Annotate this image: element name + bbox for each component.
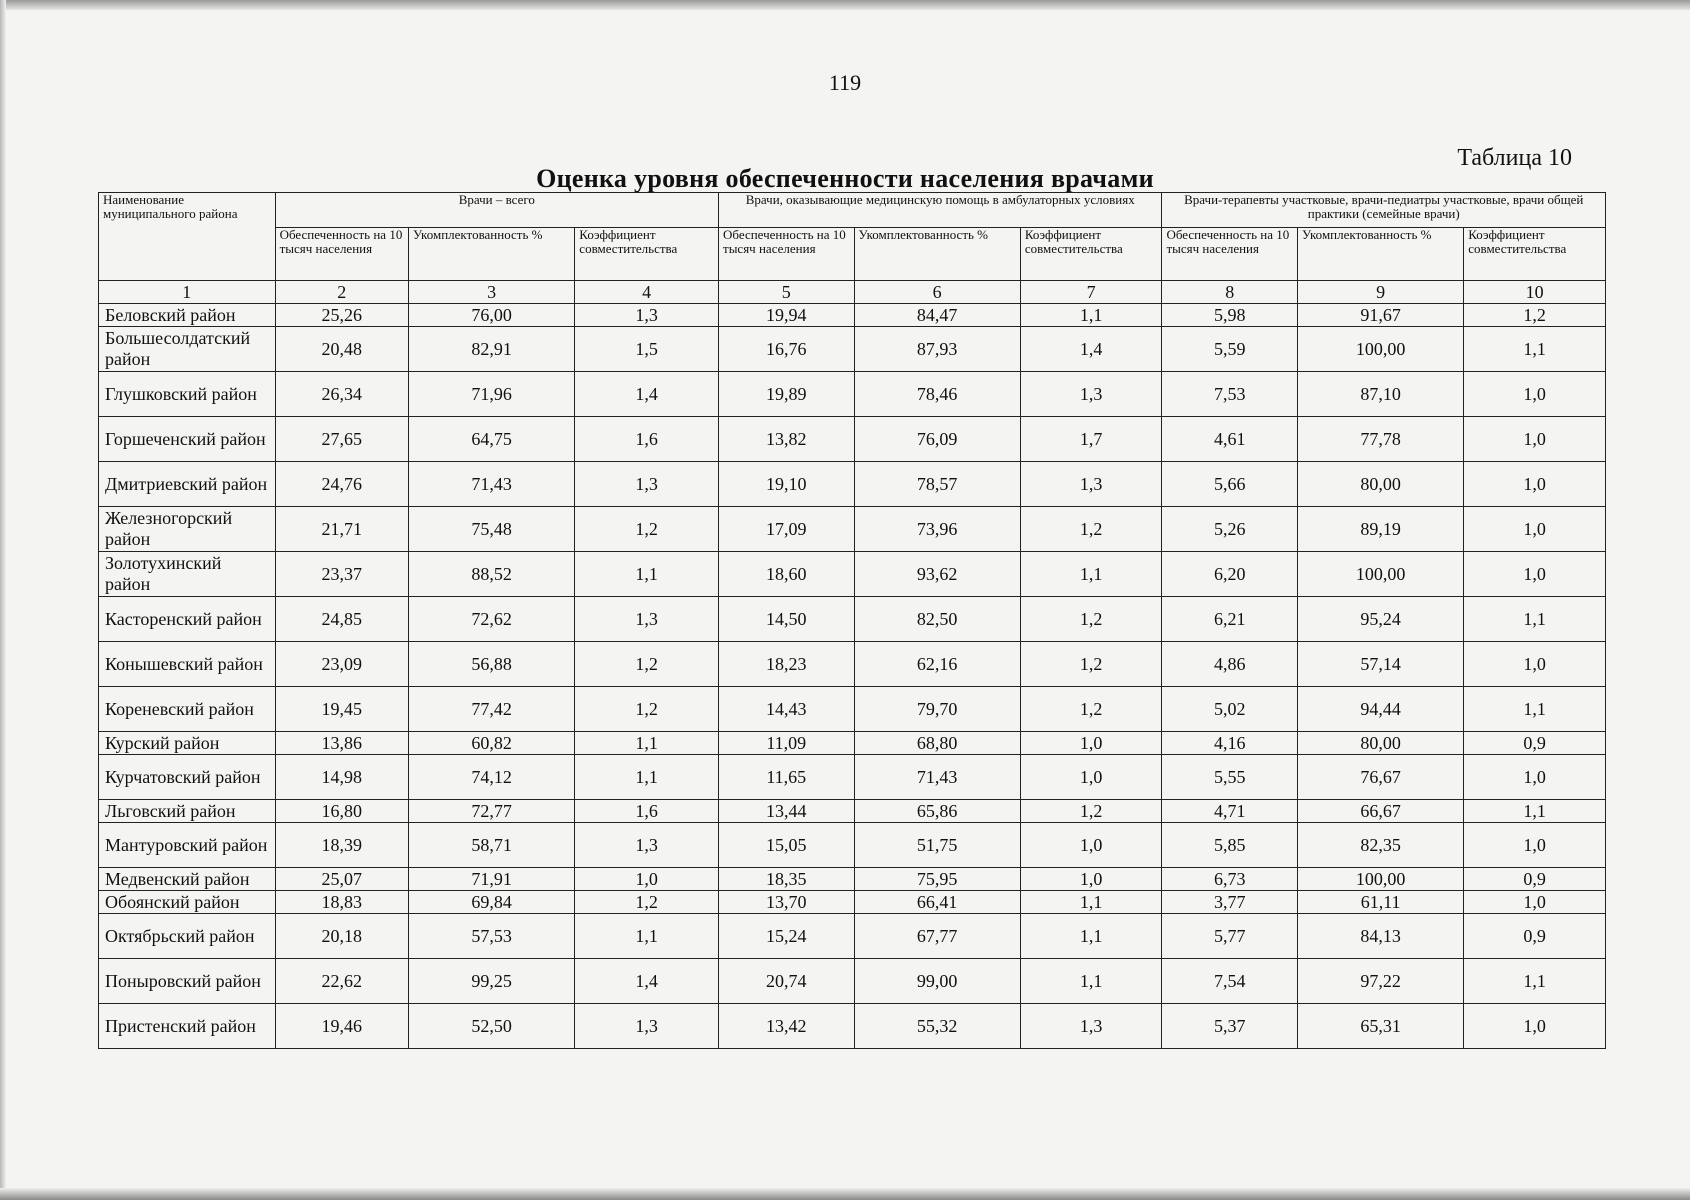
header-staffing: Укомплектованность % — [854, 228, 1020, 281]
district-name-cell: Горшеченский район — [99, 417, 276, 462]
value-cell: 4,16 — [1162, 732, 1298, 755]
column-number: 7 — [1020, 281, 1162, 304]
value-cell: 91,67 — [1297, 304, 1463, 327]
scan-edge-top — [0, 0, 1690, 10]
value-cell: 51,75 — [854, 823, 1020, 868]
value-cell: 13,86 — [275, 732, 408, 755]
district-name-cell: Дмитриевский район — [99, 462, 276, 507]
header-coefficient: Коэффициент совместительства — [1020, 228, 1162, 281]
value-cell: 1,2 — [1020, 687, 1162, 732]
value-cell: 89,19 — [1297, 507, 1463, 552]
district-name-cell: Обоянский район — [99, 891, 276, 914]
table-row — [99, 462, 1606, 507]
value-cell: 77,78 — [1297, 417, 1463, 462]
table-row — [99, 552, 1606, 597]
value-cell: 61,11 — [1297, 891, 1463, 914]
value-cell: 13,42 — [719, 1004, 855, 1049]
value-cell: 1,0 — [1464, 891, 1606, 914]
value-cell: 58,71 — [409, 823, 575, 868]
value-cell: 20,48 — [275, 327, 408, 372]
value-cell: 1,0 — [1464, 462, 1606, 507]
table-row — [99, 1004, 1606, 1049]
value-cell: 24,85 — [275, 597, 408, 642]
table-row — [99, 372, 1606, 417]
table-row — [99, 687, 1606, 732]
value-cell: 56,88 — [409, 642, 575, 687]
value-cell: 67,77 — [854, 914, 1020, 959]
value-cell: 1,0 — [1020, 755, 1162, 800]
value-cell: 1,0 — [1464, 417, 1606, 462]
value-cell: 1,2 — [575, 507, 719, 552]
header-group-all-doctors: Врачи – всего — [275, 193, 718, 228]
value-cell: 1,3 — [575, 597, 719, 642]
physician-provision-table — [98, 192, 1606, 1049]
value-cell: 1,1 — [1020, 891, 1162, 914]
table-row — [99, 823, 1606, 868]
value-cell: 1,1 — [1020, 914, 1162, 959]
value-cell: 60,82 — [409, 732, 575, 755]
value-cell: 1,0 — [575, 868, 719, 891]
table-row — [99, 642, 1606, 687]
value-cell: 100,00 — [1297, 868, 1463, 891]
value-cell: 20,74 — [719, 959, 855, 1004]
header-sub-row — [99, 228, 1606, 281]
value-cell: 19,10 — [719, 462, 855, 507]
value-cell: 1,0 — [1464, 372, 1606, 417]
value-cell: 82,50 — [854, 597, 1020, 642]
value-cell: 1,0 — [1464, 1004, 1606, 1049]
value-cell: 5,26 — [1162, 507, 1298, 552]
value-cell: 6,73 — [1162, 868, 1298, 891]
value-cell: 1,3 — [575, 823, 719, 868]
value-cell: 80,00 — [1297, 462, 1463, 507]
value-cell: 14,43 — [719, 687, 855, 732]
value-cell: 1,0 — [1464, 823, 1606, 868]
value-cell: 1,3 — [575, 304, 719, 327]
value-cell: 88,52 — [409, 552, 575, 597]
value-cell: 1,0 — [1464, 642, 1606, 687]
value-cell: 1,2 — [1020, 642, 1162, 687]
value-cell: 75,48 — [409, 507, 575, 552]
page-number: 119 — [828, 70, 862, 95]
value-cell: 5,37 — [1162, 1004, 1298, 1049]
header-group-outpatient-doctors: Врачи, оказывающие медицинскую помощь в амбулаторных условиях — [719, 193, 1162, 228]
district-name-cell: Беловский район — [99, 304, 276, 327]
column-number: 9 — [1297, 281, 1463, 304]
value-cell: 1,0 — [1464, 507, 1606, 552]
value-cell: 52,50 — [409, 1004, 575, 1049]
value-cell: 1,1 — [575, 755, 719, 800]
district-name-cell: Льговский район — [99, 800, 276, 823]
value-cell: 5,66 — [1162, 462, 1298, 507]
value-cell: 1,1 — [1020, 959, 1162, 1004]
value-cell: 65,86 — [854, 800, 1020, 823]
column-number: 4 — [575, 281, 719, 304]
value-cell: 18,23 — [719, 642, 855, 687]
value-cell: 1,0 — [1020, 732, 1162, 755]
value-cell: 95,24 — [1297, 597, 1463, 642]
value-cell: 1,2 — [575, 891, 719, 914]
value-cell: 68,80 — [854, 732, 1020, 755]
scan-edge-bottom — [0, 1188, 1690, 1200]
header-coefficient: Коэффициент совместительства — [1464, 228, 1606, 281]
value-cell: 100,00 — [1297, 552, 1463, 597]
value-cell: 1,3 — [1020, 1004, 1162, 1049]
table-row — [99, 868, 1606, 891]
header-provision: Обеспеченность на 10 тысяч населения — [275, 228, 408, 281]
value-cell: 5,55 — [1162, 755, 1298, 800]
column-number: 10 — [1464, 281, 1606, 304]
value-cell: 1,2 — [1020, 507, 1162, 552]
table-row — [99, 755, 1606, 800]
value-cell: 1,1 — [1464, 327, 1606, 372]
value-cell: 1,2 — [1464, 304, 1606, 327]
table-row — [99, 597, 1606, 642]
value-cell: 3,77 — [1162, 891, 1298, 914]
table-row — [99, 732, 1606, 755]
value-cell: 1,1 — [1464, 800, 1606, 823]
value-cell: 75,95 — [854, 868, 1020, 891]
value-cell: 1,3 — [575, 462, 719, 507]
value-cell: 18,39 — [275, 823, 408, 868]
value-cell: 79,70 — [854, 687, 1020, 732]
table-row — [99, 959, 1606, 1004]
table-row — [99, 507, 1606, 552]
value-cell: 22,62 — [275, 959, 408, 1004]
value-cell: 71,91 — [409, 868, 575, 891]
value-cell: 13,70 — [719, 891, 855, 914]
value-cell: 1,4 — [575, 372, 719, 417]
value-cell: 64,75 — [409, 417, 575, 462]
value-cell: 82,35 — [1297, 823, 1463, 868]
header-provision: Обеспеченность на 10 тысяч населения — [719, 228, 855, 281]
table-row — [99, 800, 1606, 823]
table-body — [99, 304, 1606, 1049]
value-cell: 84,13 — [1297, 914, 1463, 959]
value-cell: 11,09 — [719, 732, 855, 755]
value-cell: 5,02 — [1162, 687, 1298, 732]
value-cell: 20,18 — [275, 914, 408, 959]
value-cell: 69,84 — [409, 891, 575, 914]
value-cell: 72,62 — [409, 597, 575, 642]
value-cell: 1,3 — [1020, 372, 1162, 417]
value-cell: 87,10 — [1297, 372, 1463, 417]
value-cell: 6,20 — [1162, 552, 1298, 597]
value-cell: 97,22 — [1297, 959, 1463, 1004]
value-cell: 5,98 — [1162, 304, 1298, 327]
table-container — [98, 192, 1606, 1049]
district-name-cell: Пристенский район — [99, 1004, 276, 1049]
value-cell: 99,00 — [854, 959, 1020, 1004]
value-cell: 27,65 — [275, 417, 408, 462]
value-cell: 93,62 — [854, 552, 1020, 597]
value-cell: 17,09 — [719, 507, 855, 552]
value-cell: 100,00 — [1297, 327, 1463, 372]
value-cell: 82,91 — [409, 327, 575, 372]
value-cell: 78,46 — [854, 372, 1020, 417]
value-cell: 1,1 — [575, 914, 719, 959]
value-cell: 76,00 — [409, 304, 575, 327]
district-name-cell: Кореневский район — [99, 687, 276, 732]
value-cell: 7,53 — [1162, 372, 1298, 417]
value-cell: 18,60 — [719, 552, 855, 597]
value-cell: 19,46 — [275, 1004, 408, 1049]
value-cell: 15,05 — [719, 823, 855, 868]
header-group-row — [99, 193, 1606, 228]
district-name-cell: Железногорский район — [99, 507, 276, 552]
column-number: 3 — [409, 281, 575, 304]
header-staffing: Укомплектованность % — [409, 228, 575, 281]
district-name-cell: Мантуровский район — [99, 823, 276, 868]
value-cell: 1,6 — [575, 417, 719, 462]
value-cell: 24,76 — [275, 462, 408, 507]
value-cell: 16,80 — [275, 800, 408, 823]
value-cell: 4,71 — [1162, 800, 1298, 823]
value-cell: 6,21 — [1162, 597, 1298, 642]
document-title: Оценка уровня обеспеченности населения врачами — [536, 164, 1154, 193]
value-cell: 14,98 — [275, 755, 408, 800]
value-cell: 7,54 — [1162, 959, 1298, 1004]
value-cell: 23,37 — [275, 552, 408, 597]
value-cell: 76,67 — [1297, 755, 1463, 800]
column-number: 1 — [99, 281, 276, 304]
value-cell: 77,42 — [409, 687, 575, 732]
value-cell: 1,1 — [1464, 959, 1606, 1004]
district-name-cell: Курский район — [99, 732, 276, 755]
district-name-cell: Большесолдатский район — [99, 327, 276, 372]
value-cell: 1,4 — [1020, 327, 1162, 372]
value-cell: 19,89 — [719, 372, 855, 417]
value-cell: 5,77 — [1162, 914, 1298, 959]
value-cell: 62,16 — [854, 642, 1020, 687]
value-cell: 1,1 — [1020, 552, 1162, 597]
value-cell: 0,9 — [1464, 868, 1606, 891]
value-cell: 4,86 — [1162, 642, 1298, 687]
value-cell: 71,96 — [409, 372, 575, 417]
column-number: 6 — [854, 281, 1020, 304]
value-cell: 1,5 — [575, 327, 719, 372]
value-cell: 15,24 — [719, 914, 855, 959]
table-row — [99, 304, 1606, 327]
value-cell: 5,85 — [1162, 823, 1298, 868]
table-row — [99, 914, 1606, 959]
value-cell: 1,4 — [575, 959, 719, 1004]
value-cell: 0,9 — [1464, 732, 1606, 755]
value-cell: 11,65 — [719, 755, 855, 800]
column-number: 5 — [719, 281, 855, 304]
value-cell: 71,43 — [409, 462, 575, 507]
value-cell: 73,96 — [854, 507, 1020, 552]
district-name-cell: Медвенский район — [99, 868, 276, 891]
value-cell: 25,26 — [275, 304, 408, 327]
value-cell: 0,9 — [1464, 914, 1606, 959]
value-cell: 78,57 — [854, 462, 1020, 507]
value-cell: 4,61 — [1162, 417, 1298, 462]
district-name-cell: Курчатовский район — [99, 755, 276, 800]
column-number: 2 — [275, 281, 408, 304]
value-cell: 13,82 — [719, 417, 855, 462]
district-name-cell: Конышевский район — [99, 642, 276, 687]
value-cell: 21,71 — [275, 507, 408, 552]
value-cell: 1,2 — [575, 642, 719, 687]
header-provision: Обеспеченность на 10 тысяч населения — [1162, 228, 1298, 281]
value-cell: 87,93 — [854, 327, 1020, 372]
header-staffing: Укомплектованность % — [1297, 228, 1463, 281]
value-cell: 19,94 — [719, 304, 855, 327]
district-name-cell: Глушковский район — [99, 372, 276, 417]
value-cell: 14,50 — [719, 597, 855, 642]
value-cell: 66,67 — [1297, 800, 1463, 823]
value-cell: 5,59 — [1162, 327, 1298, 372]
value-cell: 18,35 — [719, 868, 855, 891]
value-cell: 57,53 — [409, 914, 575, 959]
value-cell: 1,1 — [1464, 687, 1606, 732]
header-coefficient: Коэффициент совместительства — [575, 228, 719, 281]
value-cell: 80,00 — [1297, 732, 1463, 755]
value-cell: 26,34 — [275, 372, 408, 417]
value-cell: 94,44 — [1297, 687, 1463, 732]
value-cell: 1,0 — [1464, 755, 1606, 800]
value-cell: 84,47 — [854, 304, 1020, 327]
district-name-cell: Золотухинский район — [99, 552, 276, 597]
value-cell: 23,09 — [275, 642, 408, 687]
table-row — [99, 891, 1606, 914]
value-cell: 71,43 — [854, 755, 1020, 800]
value-cell: 1,3 — [575, 1004, 719, 1049]
value-cell: 1,2 — [1020, 800, 1162, 823]
value-cell: 99,25 — [409, 959, 575, 1004]
value-cell: 16,76 — [719, 327, 855, 372]
value-cell: 72,77 — [409, 800, 575, 823]
value-cell: 1,0 — [1020, 823, 1162, 868]
value-cell: 74,12 — [409, 755, 575, 800]
header-group-district-therapists: Врачи-терапевты участковые, врачи-педиатры участковые, врачи общей практики (семейные врачи) — [1162, 193, 1606, 228]
value-cell: 65,31 — [1297, 1004, 1463, 1049]
table-label: Таблица 10 — [1457, 145, 1572, 171]
value-cell: 1,1 — [1464, 597, 1606, 642]
value-cell: 19,45 — [275, 687, 408, 732]
value-cell: 1,1 — [575, 552, 719, 597]
value-cell: 25,07 — [275, 868, 408, 891]
value-cell: 55,32 — [854, 1004, 1020, 1049]
value-cell: 1,1 — [1020, 304, 1162, 327]
header-district-name: Наименование муниципального района — [99, 193, 276, 281]
table-row — [99, 327, 1606, 372]
value-cell: 76,09 — [854, 417, 1020, 462]
table-row — [99, 417, 1606, 462]
column-number-row — [99, 281, 1606, 304]
value-cell: 57,14 — [1297, 642, 1463, 687]
value-cell: 1,0 — [1464, 552, 1606, 597]
value-cell: 13,44 — [719, 800, 855, 823]
table-header — [99, 193, 1606, 304]
value-cell: 1,1 — [575, 732, 719, 755]
district-name-cell: Касторенский район — [99, 597, 276, 642]
value-cell: 1,6 — [575, 800, 719, 823]
district-name-cell: Поныровский район — [99, 959, 276, 1004]
value-cell: 1,7 — [1020, 417, 1162, 462]
value-cell: 1,3 — [1020, 462, 1162, 507]
value-cell: 1,0 — [1020, 868, 1162, 891]
column-number: 8 — [1162, 281, 1298, 304]
value-cell: 66,41 — [854, 891, 1020, 914]
value-cell: 18,83 — [275, 891, 408, 914]
value-cell: 1,2 — [1020, 597, 1162, 642]
district-name-cell: Октябрьский район — [99, 914, 276, 959]
value-cell: 1,2 — [575, 687, 719, 732]
